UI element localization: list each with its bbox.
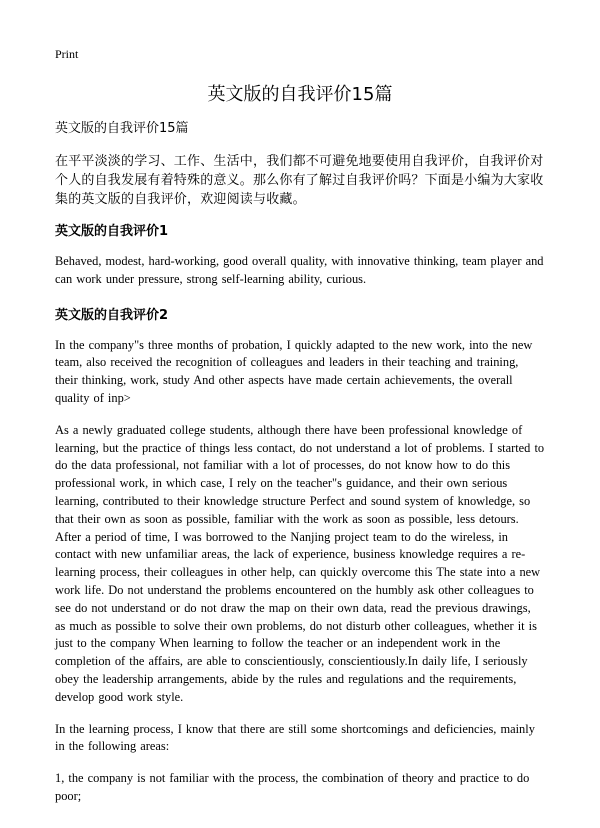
section-2-paragraph: 1, the company is not familiar with the process, the combination of theory and practice to do poor; bbox=[55, 771, 530, 803]
article-subtitle: 英文版的自我评价15篇 bbox=[55, 121, 189, 136]
article-body bbox=[55, 120, 545, 820]
intro-paragraph: 在平平淡淡的学习、工作、生活中，我们都不可避免地要使用自我评价，自我评价对个人的自我发展有着特殊的意义。那么你有了解过自我评价吗？下面是小编为大家收集的英文版的自我评价，欢迎阅读与收藏。 bbox=[55, 154, 544, 207]
section-2-paragraph: As a newly graduated college students, although there have been professional knowledge of learning, but the practice of things less contact, do not understand a lot of problems. I started to do the data professional, not familiar with a lot of processes, do not know how to do this professional work, in which case, I rely on the teacher"s guidance, and their own serious learning, contributed to their knowledge structure Perfect and sound system of knowledge, so that their own as soon as possible, familiar with the work as soon as possible, less detours. After a period of time, I was borrowed to the Nanjing project team to do the wireless, in contact with new unfamiliar areas, the lack of experience, business knowledge requires a re-learning process, their colleagues in other help, can quickly overcome this The state into a new work life. Do not understand the problems encountered on the humbly ask other colleagues to see do not understand or do not draw the map on their own data, read the previous drawings, as much as possible to solve their own problems, do not disturb other colleagues, whether it is just to the company When learning to follow the teacher or an independent work in the completion of the affairs, are able to conscientiously, conscientiously.In daily life, I seriously obey the leadership arrangements, abide by the rules and regulations and the requirements, develop good work style. bbox=[55, 422, 545, 704]
section-heading-2: 英文版的自我评价2 bbox=[55, 307, 169, 323]
section-2-paragraph: In the company"s three months of probation, I quickly adapted to the new work, into the new team, also received the recognition of colleagues and leaders in their teaching and training, their thinking, work, study And other aspects have made certain achievements, the overall quality of inp> bbox=[55, 337, 533, 405]
section-2-paragraph: In the learning process, I know that there are still some shortcomings and deficiencies, mainly in the following areas: bbox=[55, 721, 535, 754]
section-heading-1: 英文版的自我评价1 bbox=[55, 224, 169, 239]
section-1-paragraph: Behaved, modest, hard-working, good overall quality, with innovative thinking, team player and can work under pressure, strong self-learning ability, curious. bbox=[55, 254, 544, 286]
print-link[interactable]: Print bbox=[55, 47, 79, 61]
page-title: 英文版的自我评价15篇 bbox=[207, 84, 393, 105]
